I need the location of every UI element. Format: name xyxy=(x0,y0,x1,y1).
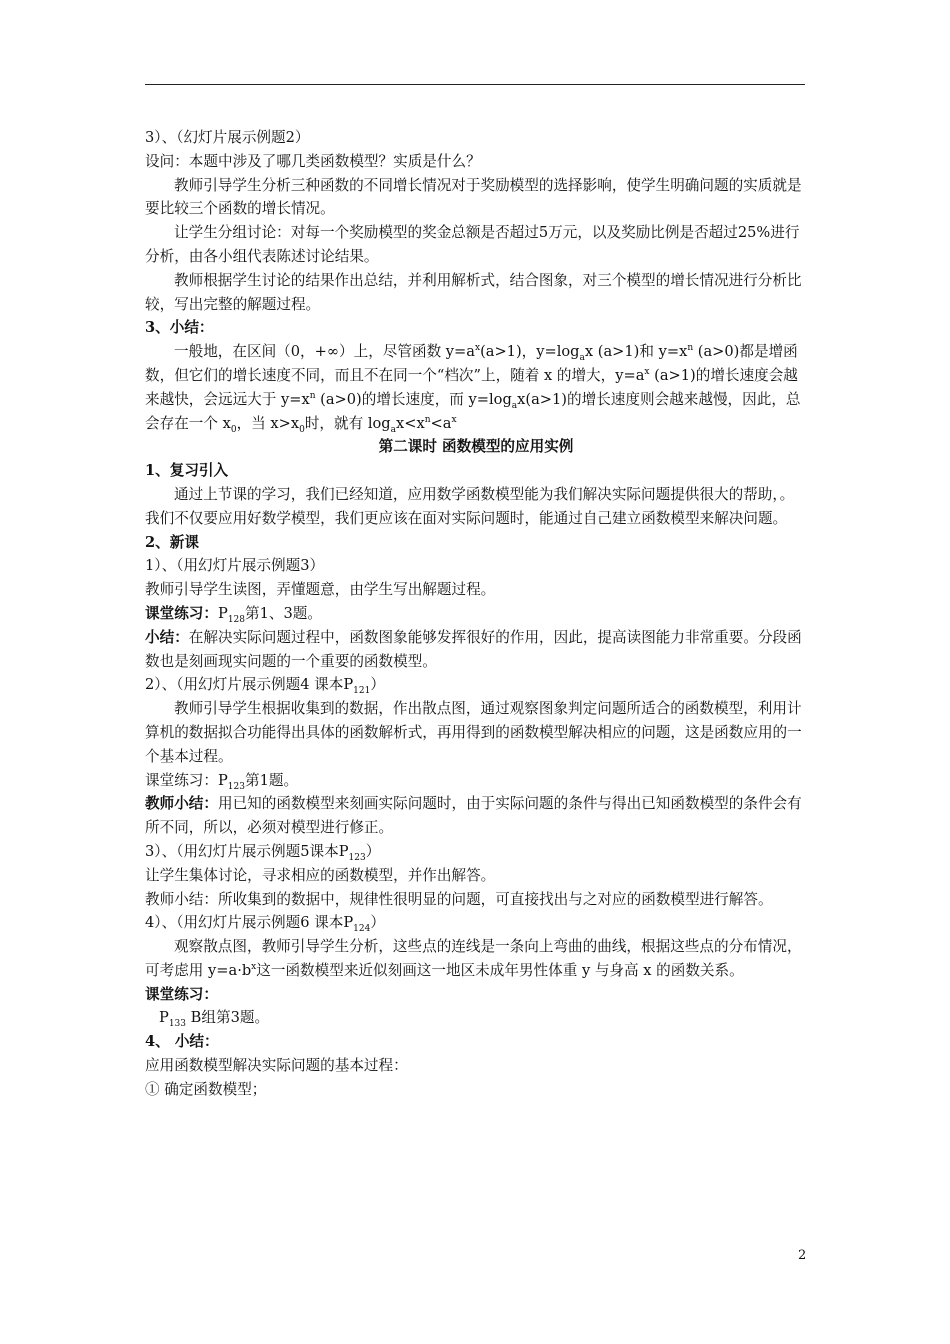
list-item: ① 确定函数模型； xyxy=(145,1080,267,1098)
page-number: 2 xyxy=(798,1248,807,1263)
lesson-title: 第二课时 函数模型的应用实例 xyxy=(378,438,574,456)
paragraph: 观察散点图，教师引导学生分析，这些点的连线是一条向上弯曲的曲线，根据这些点的分布情况，可考虑用 $y=a\cdot b^x$这一函数模型来近似刻画这一地区未成年男性体重 y 与身高 x 的函数关系。 xyxy=(145,938,802,979)
document-body xyxy=(145,126,807,1102)
paragraph: 教师小结：所收集到的数据中，规律性很明显的问题，可直接找出与之对应的函数模型进行解答。 xyxy=(145,890,773,908)
paragraph: 3）、（幻灯片展示例题2） xyxy=(145,129,310,146)
section-heading: 2、新课 xyxy=(145,533,199,551)
exercise-line: 课堂练习：$P_{123}$第1题。 xyxy=(145,771,299,792)
exercise-line: 课堂练习：$P_{128}$第1、3题。 xyxy=(145,604,322,625)
teacher-summary: 教师小结：用已知的函数模型来刻画实际问题时，由于实际问题的条件与得出已知函数模型的条件会有所不同，所以，必须对模型进行修正。 xyxy=(145,795,802,837)
paragraph: 设问：本题中涉及了哪几类函数模型？实质是什么？ xyxy=(145,152,481,170)
exercise-line: $P_{133}$ B组第3题。 xyxy=(159,1009,270,1030)
paragraph: 教师引导学生根据收集到的数据，作出散点图，通过观察图象判定问题所适合的函数模型，利用计算机的数据拟合功能得出具体的函数解析式，再用得到的函数模型解决相应的问题，这是函数应用的一个基本过程。 xyxy=(145,700,802,765)
paragraph: 应用函数模型解决实际问题的基本过程： xyxy=(145,1057,408,1075)
summary-line: 小结：在解决实际问题过程中，函数图象能够发挥很好的作用，因此，提高读图能力非常重要。分段函数也是刻画现实问题的一个重要的函数模型。 xyxy=(145,628,802,670)
paragraph: 3）、（用幻灯片展示例题5课本$P_{123}$） xyxy=(145,842,381,863)
paragraph: 让学生集体讨论，寻求相应的函数模型，并作出解答。 xyxy=(145,866,496,884)
paragraph: 通过上节课的学习，我们已经知道，应用数学函数模型能为我们解决实际问题提供很大的帮助，。我们不仅要应用好数学模型，我们更应该在面对实际问题时，能通过自己建立函数模型来解决问题。 xyxy=(145,485,795,527)
paragraph: 教师引导学生分析三种函数的不同增长情况对于奖励模型的选择影响，使学生明确问题的实质就是要比较三个函数的增长情况。 xyxy=(145,176,802,218)
paragraph: 让学生分组讨论：对每一个奖励模型的奖金总额是否超过5万元，以及奖励比例是否超过25%进行分析，由各小组代表陈述讨论结果。 xyxy=(145,224,800,265)
paragraph: 2）、（用幻灯片展示例题4 课本$P_{121}$） xyxy=(145,676,385,697)
section-heading: 4、 小结： xyxy=(145,1033,219,1051)
exercise-heading: 课堂练习： xyxy=(145,985,218,1003)
paragraph: 教师根据学生讨论的结果作出总结，并利用解析式，结合图象，对三个模型的增长情况进行分析比较，写出完整的解题过程。 xyxy=(145,271,802,313)
section-heading: 3、小结： xyxy=(145,319,214,337)
paragraph: 4）、（用幻灯片展示例题6 课本$P_{124}$） xyxy=(145,914,385,935)
section-heading: 1、复习引入 xyxy=(145,462,229,480)
header-rule xyxy=(145,84,805,85)
paragraph: 教师引导学生读图，弄懂题意，由学生写出解题过程。 xyxy=(145,581,496,599)
summary-paragraph: 一般地，在区间（0，+∞）上，尽管函数 $y=a^x(a>1)$，$y=\log_ax$ (a>1)和 $y=x^n$ (a>0)都是增函数，但它们的增长速度不同，而且不在同一个“档次”上，随着 x 的增大，$y=a^x$ (a>1)的增长速度会越来越快，会远远大于 $y=x^n$ (a>0)的增长速度，而 $y=\log_ax(a>1)$的增长速度则会越来越慢，因此，总会存在一个 $x_0$，当 $x>x_0$时，就有 $\log_ax<x^n<a^x$ xyxy=(145,343,801,435)
paragraph: 1）、（用幻灯片展示例题3） xyxy=(145,557,325,575)
